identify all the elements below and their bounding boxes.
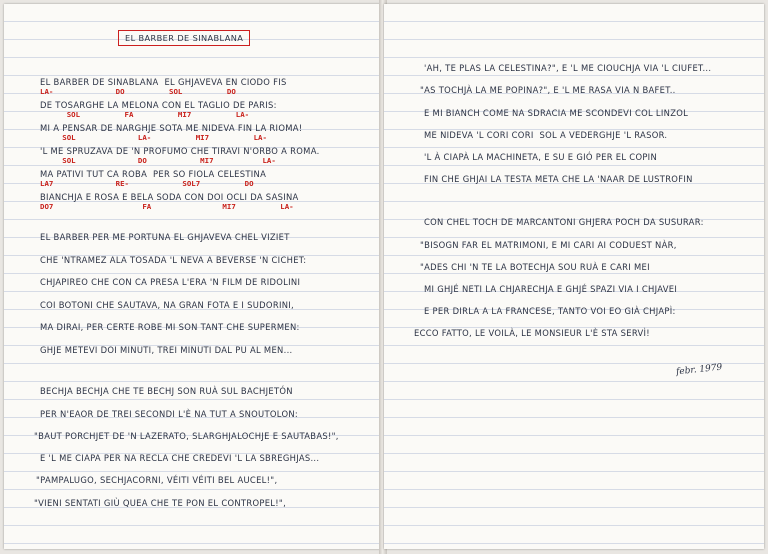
verse-line: BECHJA BECHJA CHE TE BECHJ SON RUÀ SUL BACHJETÓN — [40, 386, 293, 396]
verse-line: "AS TOCHJÀ LA ME POPINA?", E 'L ME RASA VIA N BAFET.. — [420, 85, 676, 95]
song-line: DE TOSARGHE LA MELONA CON EL TAGLIO DE PARIS: — [40, 100, 277, 110]
song-line: BIANCHJA E ROSA E BELA SODA CON DOI OCLI DA SASINA — [40, 192, 299, 202]
verse-line: ME NIDEVA 'L CORI CORI SOL A VEDERGHJE 'L RASOR. — [424, 130, 668, 140]
signature-date: febr. 1979 — [675, 362, 723, 378]
verse-line: E 'L ME CIAPA PER NA RECLA CHE CREDEVI 'L LA SBREGHJAS... — [40, 453, 320, 463]
verse-line: "PAMPALUGO, SECHJACORNI, VÉITI VÉITI BEL AUCEL!", — [36, 475, 278, 485]
verse-line: CHJAPIREO CHE CON CA PRESA L'ERA 'N FILM DE RIDOLINI — [40, 277, 301, 287]
chord-line: SOL LA- MI7 LA- — [40, 133, 267, 142]
verse-line: "ADES CHI 'N TE LA BOTECHJA SOU RUÀ E CARI MEI — [420, 262, 650, 272]
right-page — [384, 4, 764, 549]
verse-line: MA DIRAI, PER CERTE ROBE MI SON TANT CHE SUPERMEN: — [40, 322, 300, 332]
song-line: MA PATIVI TUT CA ROBA PER SO FIOLA CELESTINA — [40, 169, 267, 179]
chord-line: LA7 RE- SOL7 DO — [40, 179, 254, 188]
song-title: EL BARBER DE SINABLANA — [118, 30, 250, 46]
verse-line: "BISOGN FAR EL MATRIMONI, E MI CARI AI CODUEST NÀR, — [420, 240, 677, 250]
chord-line: SOL FA MI7 LA- — [40, 110, 250, 119]
verse-line: "VIENI SENTATI GIÙ QUEA CHE TE PON EL CONTROPEL!", — [34, 498, 287, 508]
verse-line: 'L À CIAPÀ LA MACHINETA, E SU E GIÓ PER EL COPIN — [424, 152, 658, 162]
verse-line: EL BARBER PER ME PORTUNA EL GHJAVEVA CHEL VIZIET — [40, 232, 290, 242]
verse-line: ECCO FATTO, LE VOILÀ, LE MONSIEUR L'È STA SERVÌ! — [414, 328, 650, 338]
verse-line: 'AH, TE PLAS LA CELESTINA?", E 'L ME CIOUCHJA VIA 'L CIUFET... — [424, 63, 712, 73]
song-line: MI A PENSAR DE NARGHJE SOTA ME NIDEVA FIN LA RIOMA! — [40, 123, 303, 133]
verse-line: CHE 'NTRAMEZ ALA TOSADA 'L NEVA A BEVERSE 'N CICHET: — [40, 255, 307, 265]
chord-line: LA- DO SOL DO — [40, 87, 236, 96]
verse-line: FIN CHE GHJAI LA TESTA META CHE LA 'NAAR DE LUSTROFIN — [424, 174, 693, 184]
left-page — [4, 4, 381, 549]
song-line: 'L ME SPRUZAVA DE 'N PROFUMO CHE TIRAVI N'ORBO A ROMA. — [40, 146, 320, 156]
verse-line: GHJE METEVI DOI MINUTI, TREI MINUTI DAL PU AL MEN... — [40, 345, 293, 355]
verse-line: MI GHJÉ NETI LA CHJARECHJA E GHJÉ SPAZI VIA I CHJAVEI — [424, 284, 678, 294]
chord-line: DO7 FA MI7 LA- — [40, 202, 294, 211]
verse-line: E PER DIRLA A LA FRANCESE, TANTO VOI EO GIÀ CHJAPÌ: — [424, 306, 676, 316]
chord-line: SOL DO MI7 LA- — [40, 156, 276, 165]
verse-line: "BAUT PORCHJET DE 'N LAZERATO, SLARGHJALOCHJE E SAUTABAS!", — [34, 431, 339, 441]
verse-line: COI BOTONI CHE SAUTAVA, NA GRAN FOTA E I SUDORINI, — [40, 300, 295, 310]
verse-line: E MI BIANCH COME NA SDRACIA ME SCONDEVI COL LINZOL — [424, 108, 689, 118]
song-line: EL BARBER DE SINABLANA EL GHJAVEVA EN CIODO FIS — [40, 77, 287, 87]
verse-line: CON CHEL TOCH DE MARCANTONI GHJERA POCH DA SUSURAR: — [424, 217, 704, 227]
verse-line: PER N'EAOR DE TREI SECONDI L'È NA TUT A SNOUTOLON: — [40, 409, 299, 419]
